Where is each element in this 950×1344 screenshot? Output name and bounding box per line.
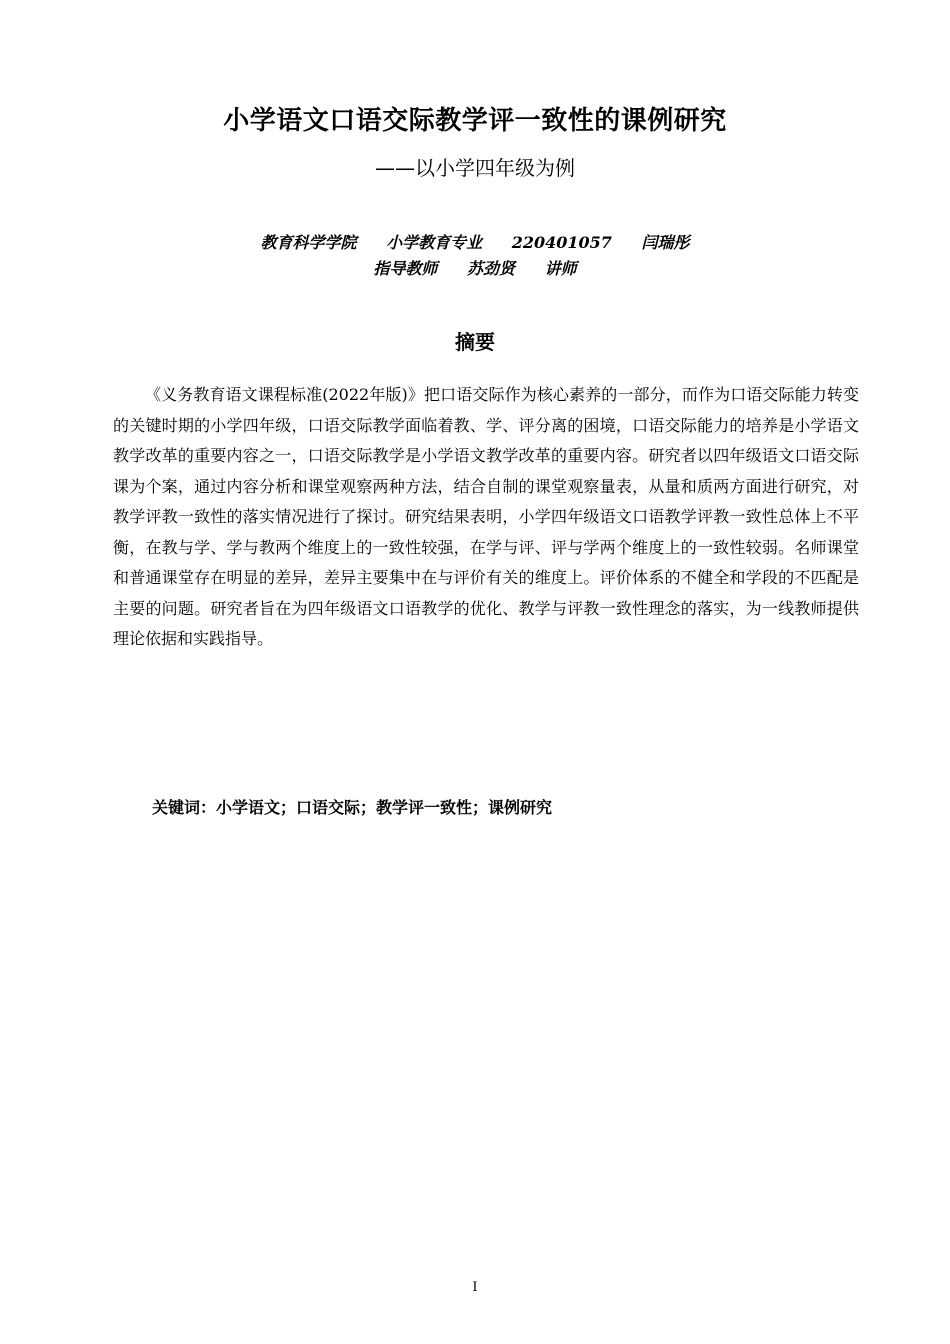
abstract-heading: 摘要	[455, 330, 495, 354]
advisor-info-line	[0, 256, 950, 279]
advisor-title: 讲师	[544, 259, 577, 278]
advisor-label: 指导教师	[373, 259, 438, 278]
student-id: 220401057	[511, 233, 612, 252]
paper-subtitle: ——以小学四年级为例	[375, 156, 575, 180]
keywords-line: 关键词：小学语文；口语交际；教学评一致性；课例研究	[152, 798, 553, 817]
author-info-line	[0, 230, 950, 253]
page-number: I	[472, 1280, 478, 1295]
student-name: 闫瑞彤	[641, 233, 690, 252]
abstract-body: 《义务教育语文课程标准(2022年版)》把口语交际作为核心素养的一部分，而作为口语交际能力转变的关键时期的小学四年级，口语交际教学面临着教、学、评分离的困境，口语交际能力的培养是小学语文教学改革的重要内容之一，口语交际教学是小学语文教学改革的重要内容。研究者以四年级语文口语交际课为个案，通过内容分析和课堂观察两种方法，结合自制的课堂观察量表，从量和质两方面进行研究，对教学评教一致性的落实情况进行了探讨。研究结果表明，小学四年级语文口语教学评教一致性总体上不平衡，在教与学、学与教两个维度上的一致性较强，在学与评、评与学两个维度上的一致性较弱。名师课堂和普通课堂存在明显的差异，差异主要集中在与评价有关的维度上。评价体系的不健全和学段的不匹配是主要的问题。研究者旨在为四年级语文口语教学的优化、教学与评教一致性理念的落实，为一线教师提供理论依据和实践指导。	[113, 385, 859, 648]
advisor-name: 苏劲贤	[466, 259, 515, 278]
major-name: 小学教育专业	[386, 233, 483, 252]
school-name: 教育科学学院	[260, 233, 357, 252]
paper-title: 小学语文口语交际教学评一致性的课例研究	[223, 106, 727, 136]
